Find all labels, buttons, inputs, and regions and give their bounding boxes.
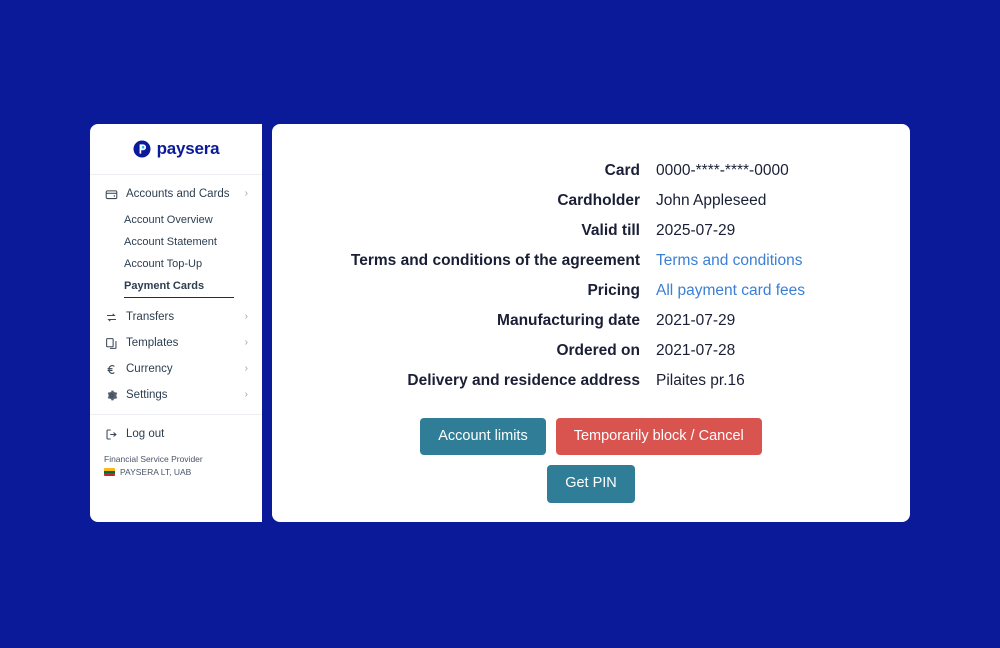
gear-icon (104, 388, 118, 402)
detail-label-pricing: Pricing (587, 282, 640, 299)
paysera-p-logo-icon (133, 140, 151, 158)
chevron-right-icon: › (244, 337, 248, 348)
chevron-right-icon: › (244, 389, 248, 400)
detail-label-manufacturing-date: Manufacturing date (497, 312, 640, 329)
sidebar-subnav-accounts-and-cards (90, 207, 262, 304)
card-details-panel (272, 124, 910, 522)
sidebar-item-account-overview[interactable]: Account Overview (124, 214, 213, 226)
sidebar-divider (90, 414, 262, 415)
detail-value-delivery-address: Pilaites pr.16 (656, 372, 745, 389)
wallet-icon (104, 187, 118, 201)
sidebar-item-templates[interactable] (90, 330, 262, 356)
sidebar-nav (90, 175, 262, 479)
sidebar-item-label: Templates (126, 337, 179, 349)
footer-provider-label: Financial Service Provider (104, 454, 203, 464)
get-pin-button[interactable]: Get PIN (547, 465, 635, 502)
templates-icon (104, 336, 118, 350)
detail-value-manufacturing-date: 2021-07-29 (656, 312, 736, 329)
footer-company-label: PAYSERA LT, UAB (120, 466, 192, 477)
logout-icon (104, 427, 118, 441)
detail-label-cardholder: Cardholder (557, 192, 640, 209)
card-actions-row-secondary (547, 465, 635, 502)
sidebar-item-log-out[interactable] (90, 421, 262, 447)
sidebar-item-account-top-up[interactable]: Account Top-Up (124, 258, 203, 270)
sidebar-footer (90, 447, 262, 479)
euro-icon (104, 362, 118, 376)
sidebar-item-accounts-and-cards[interactable] (90, 181, 262, 207)
sidebar-item-settings[interactable] (90, 382, 262, 408)
chevron-right-icon: › (244, 311, 248, 322)
transfers-icon (104, 310, 118, 324)
sidebar (90, 124, 262, 522)
detail-value-cardholder: John Appleseed (656, 192, 767, 209)
lithuania-flag-icon (104, 468, 115, 476)
sidebar-item-label: Transfers (126, 311, 175, 323)
footer-company (104, 466, 248, 479)
chevron-right-icon: › (244, 363, 248, 374)
detail-label-ordered-on: Ordered on (556, 342, 640, 359)
detail-label-valid-till: Valid till (581, 222, 640, 239)
detail-value-ordered-on: 2021-07-28 (656, 342, 736, 359)
detail-label-terms: Terms and conditions of the agreement (350, 252, 640, 269)
sidebar-item-transfers[interactable] (90, 304, 262, 330)
card-actions-row-primary (420, 418, 762, 455)
sidebar-item-account-statement[interactable]: Account Statement (124, 236, 217, 248)
sidebar-item-label: Log out (126, 428, 165, 440)
detail-link-terms-and-conditions[interactable]: Terms and conditions (656, 252, 803, 269)
detail-value-card: 0000-****-****-0000 (656, 162, 789, 179)
sidebar-item-label: Settings (126, 389, 168, 401)
detail-value-valid-till: 2025-07-29 (656, 222, 736, 239)
account-limits-button[interactable]: Account limits (420, 418, 545, 455)
sidebar-item-label: Currency (126, 363, 173, 375)
temporarily-block-cancel-button[interactable]: Temporarily block / Cancel (556, 418, 762, 455)
card-actions (312, 418, 870, 503)
sidebar-item-payment-cards[interactable]: Payment Cards (124, 275, 234, 298)
detail-label-card: Card (604, 162, 640, 179)
sidebar-item-currency[interactable] (90, 356, 262, 382)
chevron-right-icon: › (244, 188, 248, 199)
brand-name: paysera (156, 139, 220, 158)
sidebar-item-label: Accounts and Cards (126, 188, 230, 200)
detail-label-delivery-address: Delivery and residence address (407, 372, 640, 389)
detail-link-all-payment-card-fees[interactable]: All payment card fees (656, 282, 806, 299)
card-details-list (312, 156, 870, 396)
brand-header (90, 124, 262, 175)
